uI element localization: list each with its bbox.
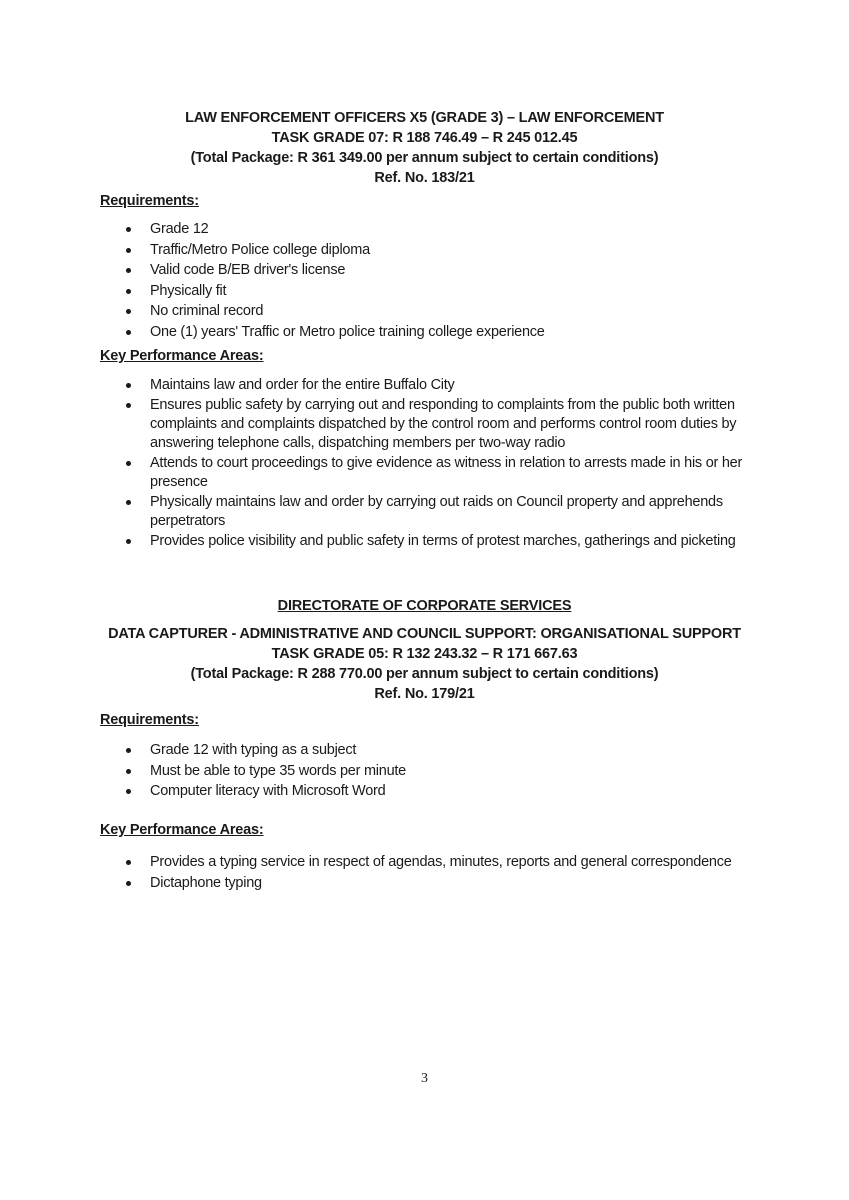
job1-header bbox=[0, 108, 849, 188]
list-item: Must be able to type 35 words per minute bbox=[126, 762, 746, 781]
job2-kpa-list bbox=[126, 853, 746, 893]
bullet-icon bbox=[126, 268, 131, 273]
bullet-icon bbox=[126, 383, 131, 388]
job2-total-package: (Total Package: R 288 770.00 per annum subject to certain conditions) bbox=[190, 666, 659, 682]
list-item: Attends to court proceedings to give evidence as witness in relation to arrests made in his or her presence bbox=[126, 454, 746, 492]
bullet-icon bbox=[126, 309, 131, 314]
bullet-icon bbox=[126, 881, 131, 886]
job2-task-grade: TASK GRADE 05: R 132 243.32 – R 171 667.63 bbox=[271, 646, 578, 662]
list-item: Provides police visibility and public safety in terms of protest marches, gatherings and picketing bbox=[126, 532, 746, 551]
job1-total-package: (Total Package: R 361 349.00 per annum subject to certain conditions) bbox=[190, 150, 659, 166]
bullet-icon bbox=[126, 500, 131, 505]
job2-requirements-label: Requirements: bbox=[100, 712, 199, 728]
list-item: Ensures public safety by carrying out and responding to complaints from the public both written complaints and complaints dispatched by the control room and performs control room duties by answering telephone calls, dispatching members per two-way radio bbox=[126, 396, 746, 453]
job1-task-grade: TASK GRADE 07: R 188 746.49 – R 245 012.45 bbox=[271, 130, 578, 146]
job1-ref-number: Ref. No. 183/21 bbox=[374, 170, 475, 186]
list-item: Provides a typing service in respect of agendas, minutes, reports and general correspondence bbox=[126, 853, 746, 872]
job1-requirements-label: Requirements: bbox=[100, 193, 199, 209]
job1-title: LAW ENFORCEMENT OFFICERS X5 (GRADE 3) – LAW ENFORCEMENT bbox=[185, 110, 664, 126]
job2-title: DATA CAPTURER - ADMINISTRATIVE AND COUNCIL SUPPORT: ORGANISATIONAL SUPPORT bbox=[108, 626, 741, 642]
bullet-icon bbox=[126, 330, 131, 335]
job2-kpa-label: Key Performance Areas: bbox=[100, 822, 264, 838]
job2-header bbox=[0, 624, 849, 704]
bullet-icon bbox=[126, 248, 131, 253]
list-item: Maintains law and order for the entire Buffalo City bbox=[126, 376, 746, 395]
bullet-icon bbox=[126, 461, 131, 466]
directorate-title: DIRECTORATE OF CORPORATE SERVICES bbox=[277, 598, 572, 614]
bullet-icon bbox=[126, 860, 131, 865]
list-item: Valid code B/EB driver's license bbox=[126, 261, 746, 280]
list-item: Dictaphone typing bbox=[126, 874, 746, 893]
list-item: One (1) years' Traffic or Metro police training college experience bbox=[126, 323, 746, 342]
list-item: Grade 12 bbox=[126, 220, 746, 239]
job1-kpa-list bbox=[126, 376, 746, 551]
bullet-icon bbox=[126, 289, 131, 294]
list-item: Physically maintains law and order by carrying out raids on Council property and apprehends perpetrators bbox=[126, 493, 746, 531]
list-item: Physically fit bbox=[126, 282, 746, 301]
bullet-icon bbox=[126, 227, 131, 232]
job1-kpa-label: Key Performance Areas: bbox=[100, 348, 264, 364]
job1-requirements-list bbox=[126, 220, 746, 342]
job2-ref-number: Ref. No. 179/21 bbox=[374, 686, 475, 702]
list-item: Traffic/Metro Police college diploma bbox=[126, 241, 746, 260]
bullet-icon bbox=[126, 789, 131, 794]
list-item: No criminal record bbox=[126, 302, 746, 321]
job2-requirements-list bbox=[126, 741, 746, 801]
list-item: Grade 12 with typing as a subject bbox=[126, 741, 746, 760]
bullet-icon bbox=[126, 748, 131, 753]
list-item: Computer literacy with Microsoft Word bbox=[126, 782, 746, 801]
page-number: 3 bbox=[421, 1071, 428, 1086]
bullet-icon bbox=[126, 539, 131, 544]
bullet-icon bbox=[126, 403, 131, 408]
bullet-icon bbox=[126, 769, 131, 774]
